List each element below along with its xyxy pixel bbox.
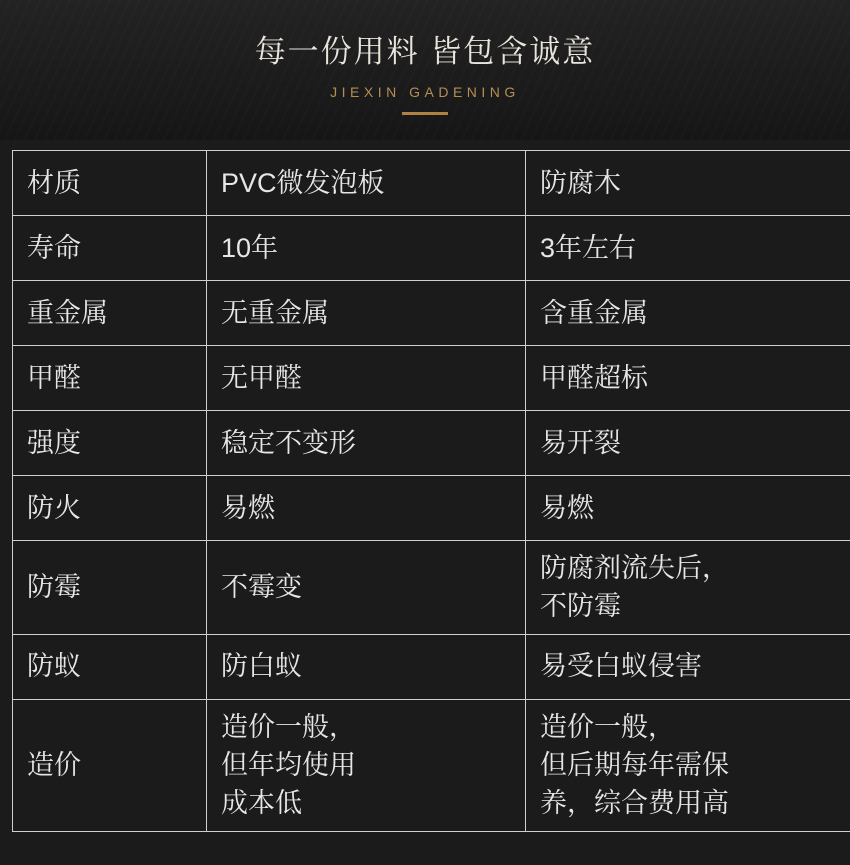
brand-subtitle: JIEXIN GADENING: [330, 84, 520, 101]
pvc-value-cell: 易燃: [207, 476, 526, 541]
wood-value-cell: 易开裂: [526, 411, 850, 476]
wood-value-cell: 3年左右: [526, 216, 850, 281]
row-label-cell: 防蚁: [13, 634, 207, 699]
pvc-value-cell: 造价一般， 但年均使用 成本低: [207, 699, 526, 831]
row-label-cell: 防火: [13, 476, 207, 541]
table-row: [13, 216, 850, 281]
table-row: [13, 151, 850, 216]
table-row: [13, 541, 850, 635]
row-label-cell: 防霉: [13, 541, 207, 635]
wood-value-cell: 甲醛超标: [526, 346, 850, 411]
wood-value-cell: 含重金属: [526, 281, 850, 346]
row-label-cell: 强度: [13, 411, 207, 476]
row-label-cell: 寿命: [13, 216, 207, 281]
table-row: [13, 346, 850, 411]
pvc-value-cell: PVC微发泡板: [207, 151, 526, 216]
pvc-value-cell: 防白蚁: [207, 634, 526, 699]
pvc-value-cell: 无重金属: [207, 281, 526, 346]
wood-value-cell: 防腐木: [526, 151, 850, 216]
table-row: [13, 411, 850, 476]
table-row: [13, 699, 850, 831]
wood-value-cell: 防腐剂流失后， 不防霉: [526, 541, 850, 635]
table-row: [13, 634, 850, 699]
table-row: [13, 281, 850, 346]
table-row: [13, 476, 850, 541]
header-banner: [0, 0, 850, 140]
pvc-value-cell: 不霉变: [207, 541, 526, 635]
pvc-value-cell: 10年: [207, 216, 526, 281]
row-label-cell: 造价: [13, 699, 207, 831]
page-title: 每一份用料 皆包含诚意: [254, 33, 596, 69]
row-label-cell: 材质: [13, 151, 207, 216]
pvc-value-cell: 稳定不变形: [207, 411, 526, 476]
row-label-cell: 甲醛: [13, 346, 207, 411]
comparison-table-container: [0, 140, 850, 865]
pvc-value-cell: 无甲醛: [207, 346, 526, 411]
divider-rule: [402, 112, 448, 115]
wood-value-cell: 造价一般， 但后期每年需保 养，综合费用高: [526, 699, 850, 831]
comparison-table: [12, 150, 850, 832]
wood-value-cell: 易燃: [526, 476, 850, 541]
wood-value-cell: 易受白蚁侵害: [526, 634, 850, 699]
row-label-cell: 重金属: [13, 281, 207, 346]
